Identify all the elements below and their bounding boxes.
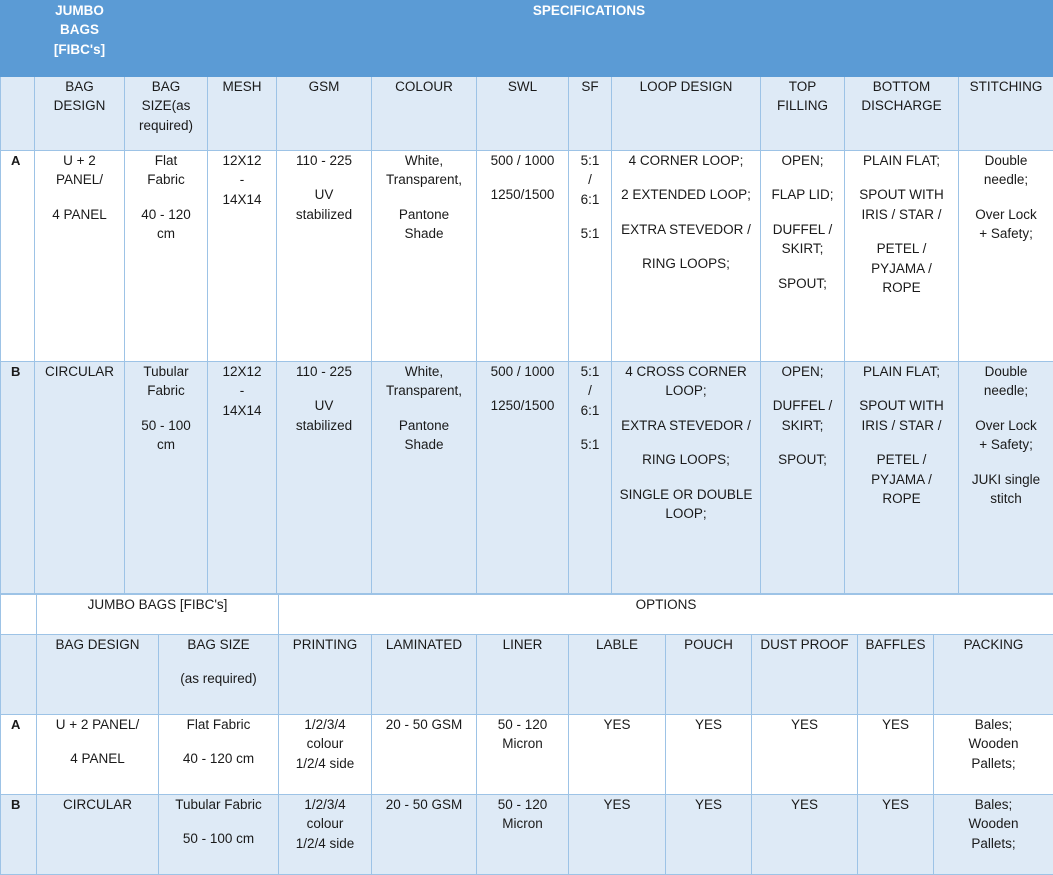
options-header-left: JUMBO BAGS [FIBC's] <box>37 595 279 635</box>
col-bag-design: BAG DESIGN <box>35 77 125 151</box>
opt-col-liner: LINER <box>477 635 569 715</box>
table-cell: 20 - 50 GSM <box>372 795 477 875</box>
options-columns-row <box>1 635 1053 715</box>
table-cell: PLAIN FLAT; SPOUT WITH IRIS / STAR / PETEL / PYJAMA / ROPE <box>845 151 959 362</box>
table-cell: YES <box>858 715 934 795</box>
spec-header-left: JUMBO BAGS [FIBC's] <box>35 1 125 77</box>
row-label: A <box>1 715 37 795</box>
options-header-right: OPTIONS <box>279 595 1053 635</box>
col-sf: SF <box>569 77 612 151</box>
table-cell: 110 - 225 UV stabilized <box>277 362 372 594</box>
opt-col-baffles: BAFFLES <box>858 635 934 715</box>
table-cell: Tubular Fabric 50 - 100 cm <box>159 795 279 875</box>
spec-header-right: SPECIFICATIONS <box>125 1 1053 77</box>
table-cell: 50 - 120 Micron <box>477 715 569 795</box>
col-swl: SWL <box>477 77 569 151</box>
table-cell: OPEN; FLAP LID; DUFFEL / SKIRT; SPOUT; <box>761 151 845 362</box>
table-cell: White, Transparent, Pantone Shade <box>372 151 477 362</box>
opt-col-bag-design: BAG DESIGN <box>37 635 159 715</box>
col-bottom-discharge: BOTTOM DISCHARGE <box>845 77 959 151</box>
options-table <box>0 594 1053 875</box>
col-stitching: STITCHING <box>959 77 1053 151</box>
table-cell: CIRCULAR <box>35 362 125 594</box>
table-cell: YES <box>666 795 752 875</box>
opt-col-lable: LABLE <box>569 635 666 715</box>
table-cell: OPEN; DUFFEL / SKIRT; SPOUT; <box>761 362 845 594</box>
options-header-row <box>1 595 1053 635</box>
col-gsm: GSM <box>277 77 372 151</box>
table-cell: Double needle; Over Lock + Safety; <box>959 151 1053 362</box>
spec-row-a <box>1 151 1053 362</box>
table-cell: 20 - 50 GSM <box>372 715 477 795</box>
table-cell: 500 / 1000 1250/1500 <box>477 151 569 362</box>
table-cell: 12X12 - 14X14 <box>208 362 277 594</box>
table-cell: Flat Fabric 40 - 120 cm <box>159 715 279 795</box>
col-loop-design: LOOP DESIGN <box>612 77 761 151</box>
table-cell: YES <box>752 715 858 795</box>
options-row-a <box>1 715 1053 795</box>
table-cell: Bales; Wooden Pallets; <box>934 715 1053 795</box>
table-cell: 5:1 / 6:1 5:1 <box>569 362 612 594</box>
row-label: B <box>1 362 35 594</box>
table-cell: Double needle; Over Lock + Safety; JUKI single stitch <box>959 362 1053 594</box>
table-cell: 5:1 / 6:1 5:1 <box>569 151 612 362</box>
table-cell: Tubular Fabric 50 - 100 cm <box>125 362 208 594</box>
table-cell: PLAIN FLAT; SPOUT WITH IRIS / STAR / PETEL / PYJAMA / ROPE <box>845 362 959 594</box>
table-cell: 4 CORNER LOOP; 2 EXTENDED LOOP; EXTRA STEVEDOR / RING LOOPS; <box>612 151 761 362</box>
table-cell: 12X12 - 14X14 <box>208 151 277 362</box>
table-cell: YES <box>752 795 858 875</box>
opt-col-pouch: POUCH <box>666 635 752 715</box>
table-cell: YES <box>569 795 666 875</box>
table-cell: YES <box>858 795 934 875</box>
table-cell: 1/2/3/4 colour 1/2/4 side <box>279 715 372 795</box>
spec-columns-row <box>1 77 1053 151</box>
row-label: A <box>1 151 35 362</box>
col-top-filling: TOP FILLING <box>761 77 845 151</box>
table-cell: Bales; Wooden Pallets; <box>934 795 1053 875</box>
opt-col-laminated: LAMINATED <box>372 635 477 715</box>
table-cell: 110 - 225 UV stabilized <box>277 151 372 362</box>
opt-col-packing: PACKING <box>934 635 1053 715</box>
table-cell: 50 - 120 Micron <box>477 795 569 875</box>
options-row-b <box>1 795 1053 875</box>
spec-header-row <box>1 1 1053 77</box>
col-colour: COLOUR <box>372 77 477 151</box>
col-mesh: MESH <box>208 77 277 151</box>
table-cell: U + 2 PANEL/ 4 PANEL <box>37 715 159 795</box>
table-cell: Flat Fabric 40 - 120 cm <box>125 151 208 362</box>
spec-row-b <box>1 362 1053 594</box>
opt-col-bag-size: BAG SIZE (as required) <box>159 635 279 715</box>
table-cell: YES <box>666 715 752 795</box>
table-cell: 4 CROSS CORNER LOOP; EXTRA STEVEDOR / RING LOOPS; SINGLE OR DOUBLE LOOP; <box>612 362 761 594</box>
table-cell: CIRCULAR <box>37 795 159 875</box>
table-cell: White, Transparent, Pantone Shade <box>372 362 477 594</box>
table-cell: U + 2 PANEL/ 4 PANEL <box>35 151 125 362</box>
row-label: B <box>1 795 37 875</box>
table-cell: YES <box>569 715 666 795</box>
table-cell: 1/2/3/4 colour 1/2/4 side <box>279 795 372 875</box>
opt-col-printing: PRINTING <box>279 635 372 715</box>
opt-col-dust-proof: DUST PROOF <box>752 635 858 715</box>
col-bag-size: BAG SIZE(as required) <box>125 77 208 151</box>
table-cell: 500 / 1000 1250/1500 <box>477 362 569 594</box>
